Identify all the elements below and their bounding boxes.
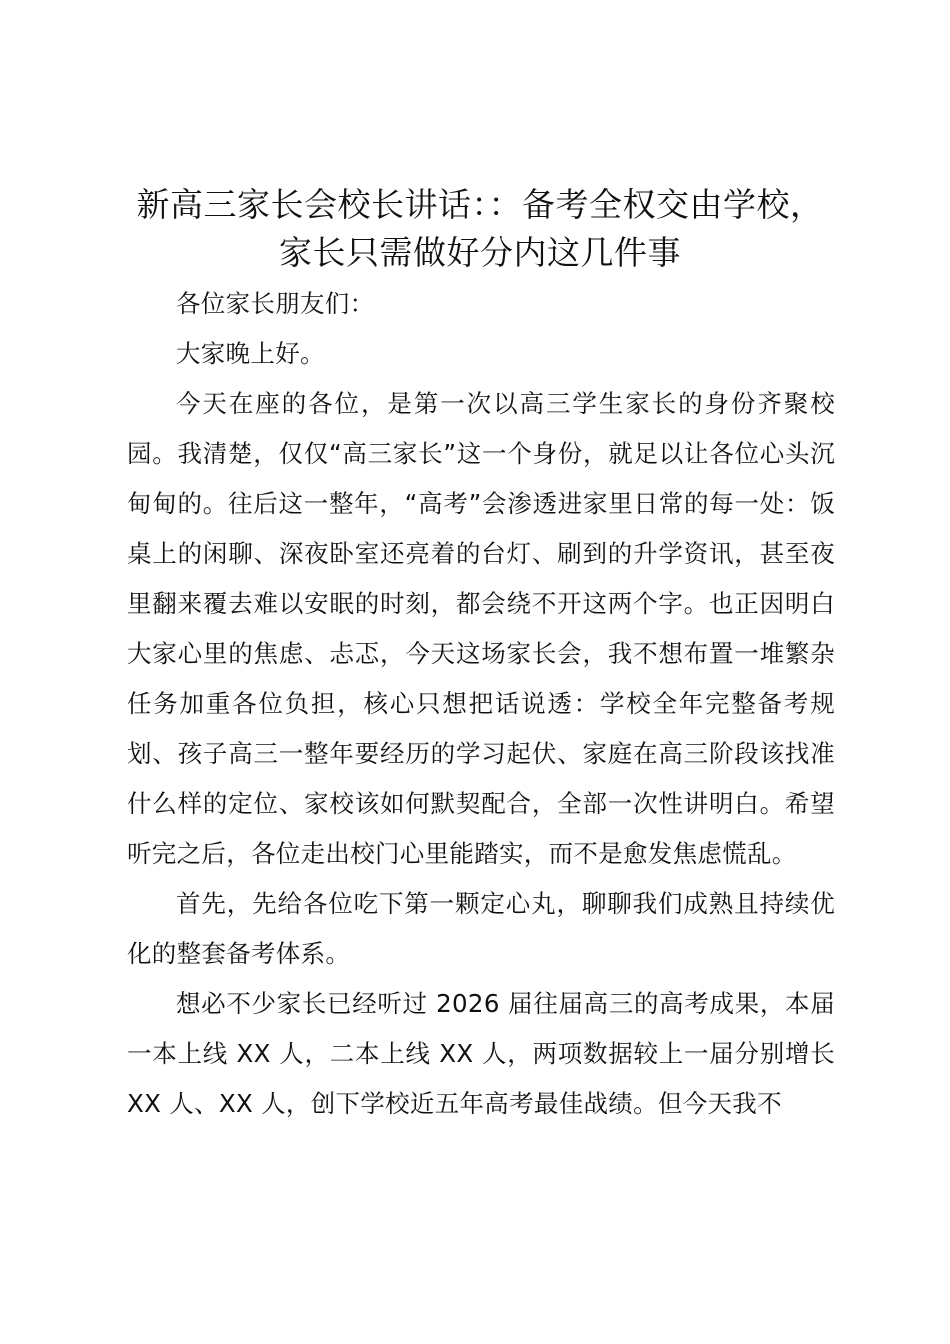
salutation-paragraph: 各位家长朋友们： — [176, 289, 375, 318]
intro-paragraph: 今天在座的各位，是第一次以高三学生家长的身份齐聚校园。我清楚，仅仅“高三家长”这一个身份，就足以让各位心头沉甸甸的。往后这一整年，“高考”会渗透进家里日常的每一处：饭桌上的闲聊、深夜卧室还亮着的台灯、刷到的升学资讯，甚至夜里翻来覆去难以安眠的时刻，都会绕不开这两个字。也正因明白大家心里的焦虑、忐忑，今天这场家长会，我不想布置一堆繁杂任务加重各位负担，核心只想把话说透：学校全年完整备考规划、孩子高三一整年要经历的学习起伏、家庭在高三阶段该找准什么样的定位、家校该如何默契配合，全部一次性讲明白。希望听完之后，各位走出校门心里能踏实，而不是愈发焦虑慌乱。 — [127, 389, 835, 868]
first-point-paragraph: 首先，先给各位吃下第一颗定心丸，聊聊我们成熟且持续优化的整套备考体系。 — [127, 889, 835, 968]
document-title — [100, 181, 860, 277]
greeting-paragraph: 大家晚上好。 — [176, 339, 325, 368]
title-line-2: 家长只需做好分内这几件事 — [279, 233, 681, 272]
results-paragraph: 想必不少家长已经听过 2026 届往届高三的高考成果，本届一本上线 XX 人，二本上线 XX 人，两项数据较上一届分别增长 XX 人、XX 人，创下学校近五年高考最佳战绩。但今天我不 — [127, 989, 835, 1118]
title-line-1: 新高三家长会校长讲话：：备考全权交由学校， — [136, 185, 824, 224]
document-body — [127, 279, 835, 1129]
